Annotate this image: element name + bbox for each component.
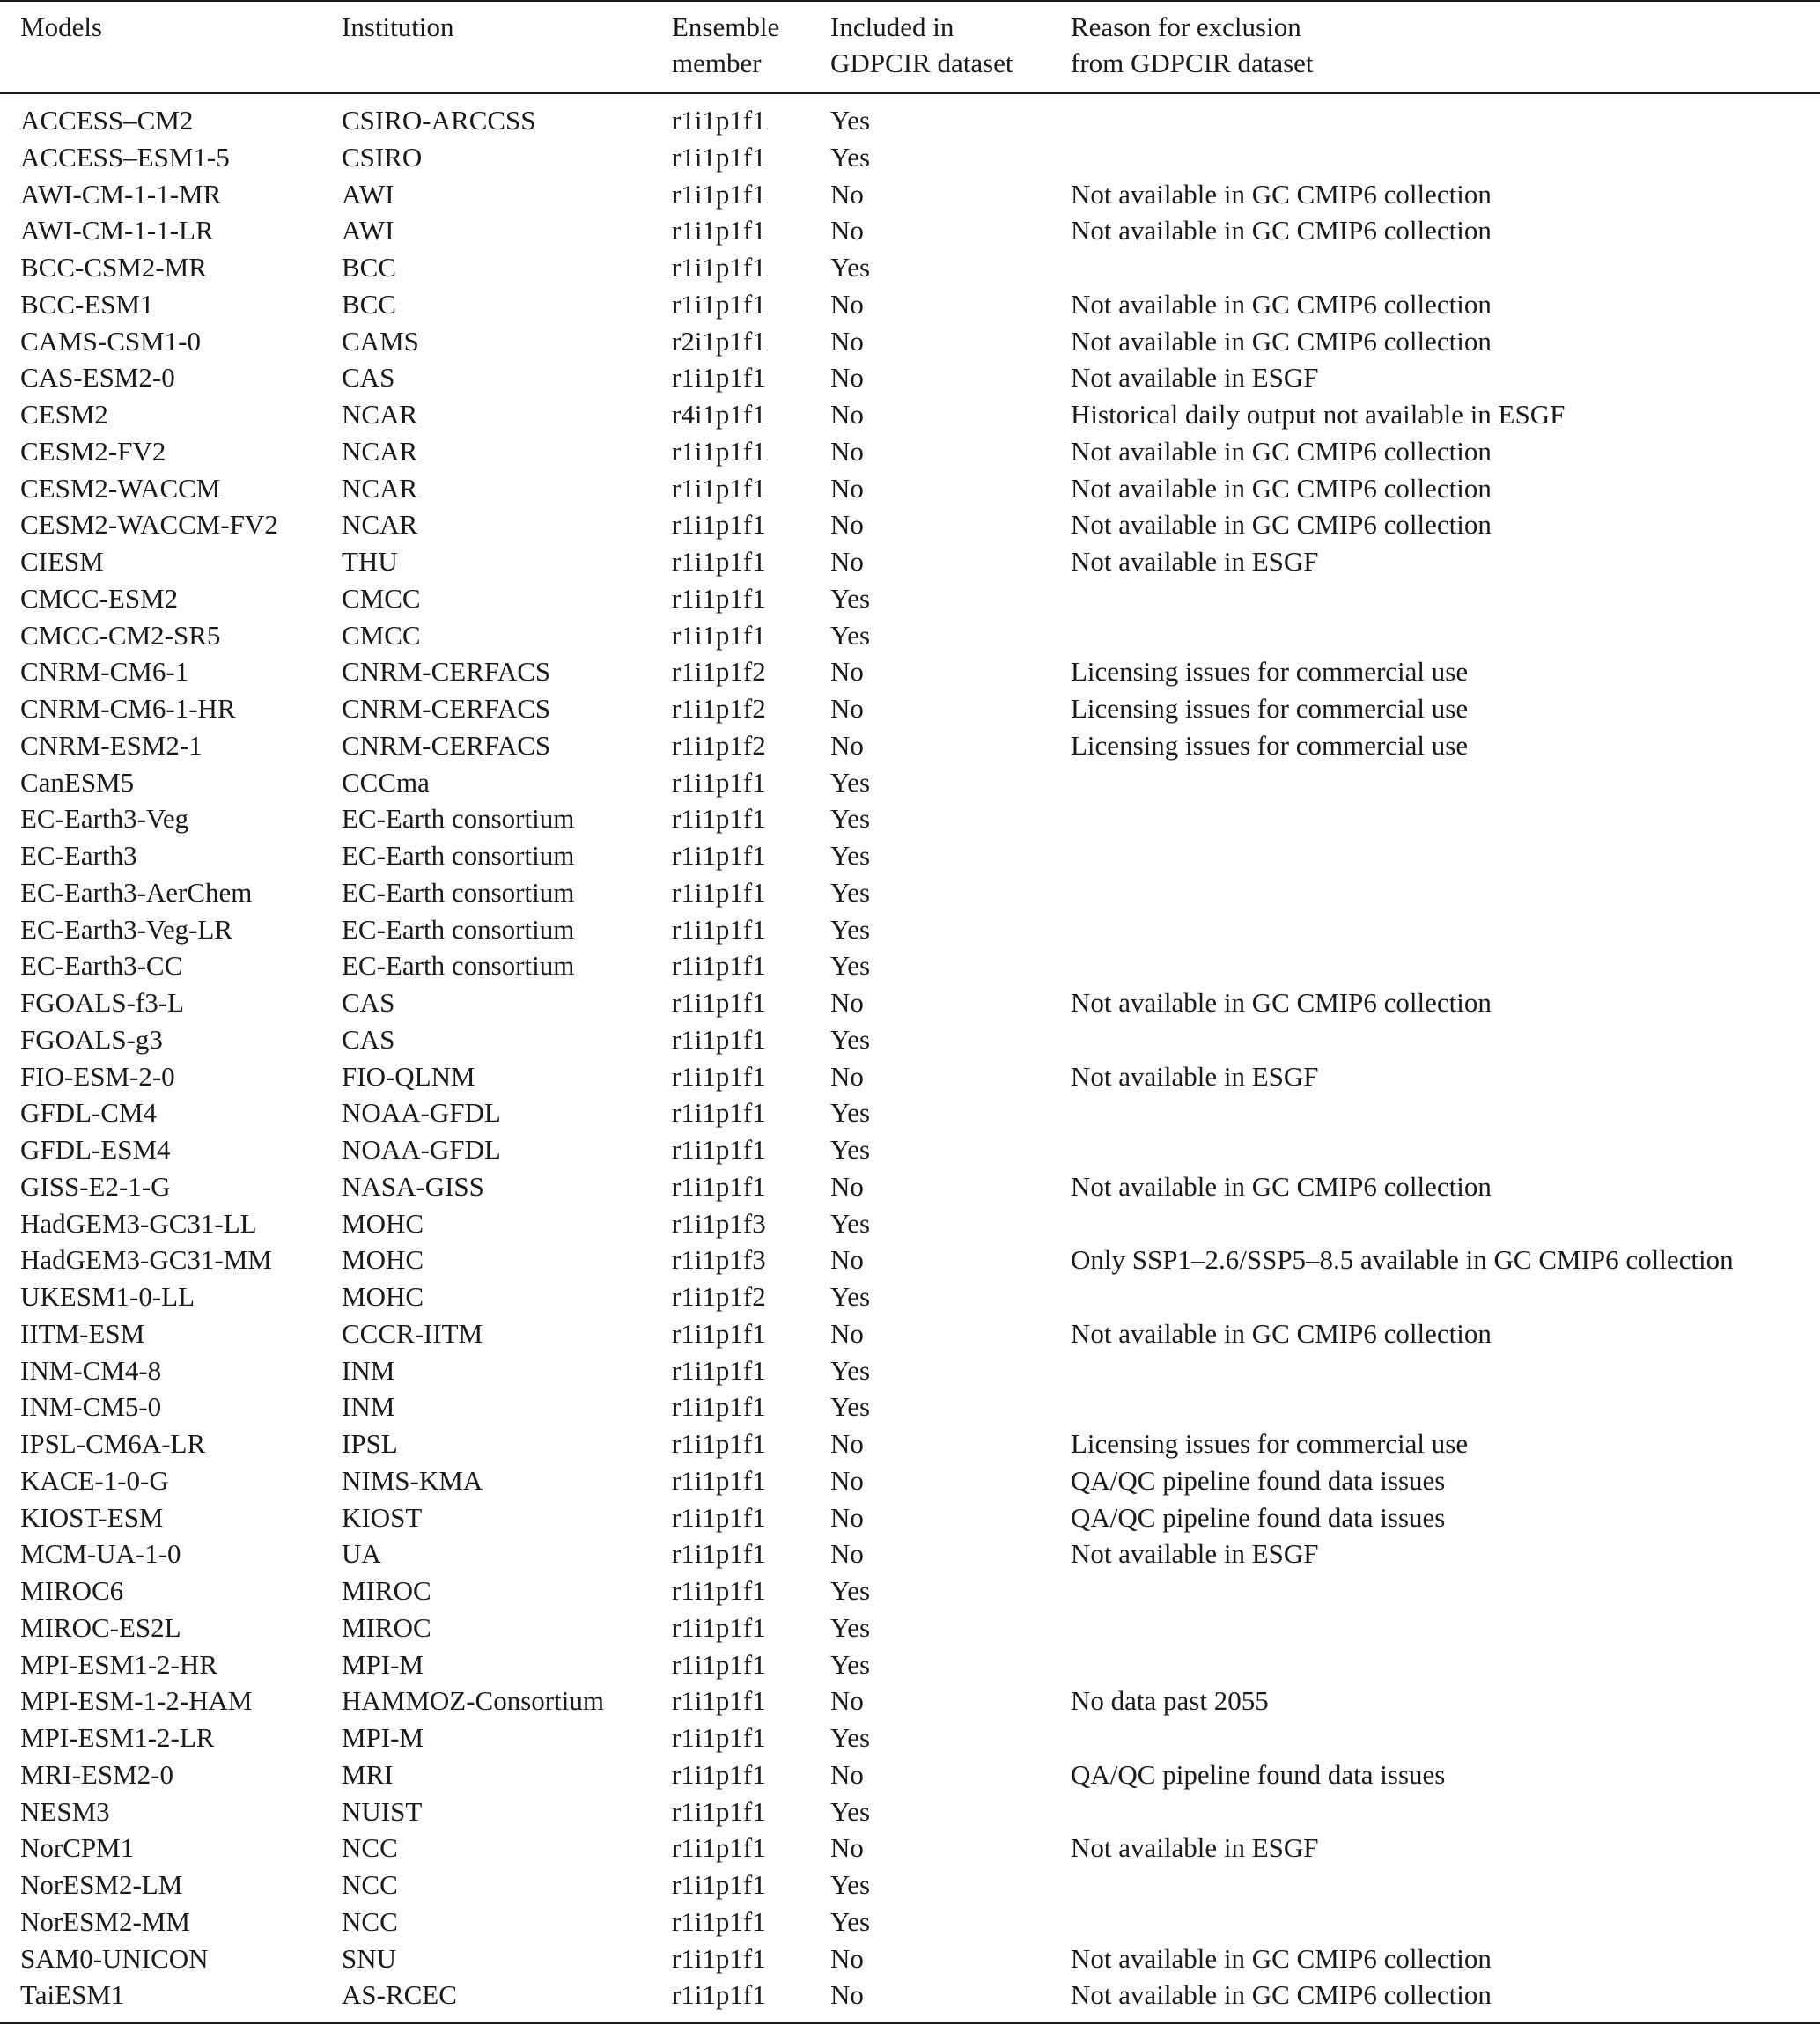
cell-ensemble-member: r1i1p1f1 [672,1685,766,1717]
cell-included: Yes [830,803,871,835]
table-row [0,1058,1820,1095]
cell-ensemble-member: r1i1p1f1 [672,1097,766,1129]
cell-included: No [830,1317,864,1349]
cell-ensemble-member: r1i1p1f1 [672,619,766,651]
cell-institution: BCC [342,252,397,283]
cell-institution: CAS [342,1023,395,1055]
cell-reason: Not available in ESGF [1071,546,1319,577]
cell-institution: UA [342,1538,381,1570]
cell-reason: Not available in GC CMIP6 collection [1071,178,1492,210]
cell-included: Yes [830,1575,871,1606]
header-reason: Reason for exclusion from GDPCIR dataset [1071,11,1314,78]
cell-ensemble-member: r1i1p1f1 [672,546,766,577]
cell-model: GISS-E2-1-G [20,1170,171,1202]
cell-ensemble-member: r1i1p1f1 [672,435,766,467]
cell-reason: Licensing issues for commercial use [1071,1428,1469,1459]
cell-reason: Not available in GC CMIP6 collection [1071,1942,1492,1974]
cell-institution: CNRM-CERFACS [342,693,551,724]
table-row [0,1278,1820,1315]
table-row [0,1315,1820,1352]
cell-included: No [830,1758,864,1790]
cell-included: No [830,215,864,247]
cell-institution: MOHC [342,1244,424,1276]
table-row [0,984,1820,1021]
table-row [0,1977,1820,2014]
cell-ensemble-member: r1i1p1f3 [672,1244,766,1276]
table-row [0,1535,1820,1572]
cell-model: NESM3 [20,1795,110,1827]
cell-institution: MIROC [342,1575,431,1606]
table-row [0,323,1820,360]
cell-reason: Not available in GC CMIP6 collection [1071,509,1492,541]
cell-included: Yes [830,876,871,908]
cell-included: No [830,656,864,688]
table-row [0,249,1820,286]
cell-institution: CNRM-CERFACS [342,729,551,761]
cell-included: No [830,472,864,504]
cell-included: Yes [830,1207,871,1239]
table-row [0,1131,1820,1168]
table-row [0,1719,1820,1756]
cell-ensemble-member: r1i1p1f3 [672,1207,766,1239]
cell-institution: BCC [342,288,397,320]
cell-institution: NASA-GISS [342,1170,484,1202]
cell-model: CESM2 [20,399,108,430]
table-row [0,139,1820,176]
cell-institution: MPI-M [342,1648,424,1680]
cell-model: MCM-UA-1-0 [20,1538,181,1570]
cell-model: MPI-ESM1-2-HR [20,1648,217,1680]
cell-reason: No data past 2055 [1071,1685,1269,1717]
cell-model: NorESM2-LM [20,1869,183,1900]
cell-institution: EC-Earth consortium [342,950,575,982]
cell-included: No [830,1832,864,1864]
cell-reason: Not available in GC CMIP6 collection [1071,1170,1492,1202]
cell-ensemble-member: r1i1p1f1 [672,509,766,541]
table-row [0,506,1820,543]
cell-model: KACE-1-0-G [20,1464,169,1496]
cell-reason: Not available in GC CMIP6 collection [1071,987,1492,1018]
table-row [0,1867,1820,1904]
cell-institution: NCAR [342,509,418,541]
cell-ensemble-member: r1i1p1f1 [672,950,766,982]
table-row [0,543,1820,580]
cell-ensemble-member: r1i1p1f1 [672,1538,766,1570]
cell-institution: MPI-M [342,1722,424,1753]
cell-ensemble-member: r1i1p1f1 [672,840,766,871]
cell-model: CNRM-CM6-1 [20,656,189,688]
cell-model: NorESM2-MM [20,1905,190,1937]
cell-included: No [830,1428,864,1459]
cell-model: CNRM-ESM2-1 [20,729,203,761]
table-row [0,653,1820,690]
table-row [0,1904,1820,1940]
table-row [0,1609,1820,1646]
table-bottom-rule [0,2022,1820,2024]
cell-institution: NOAA-GFDL [342,1134,501,1165]
cell-ensemble-member: r1i1p1f1 [672,803,766,835]
table-row [0,102,1820,139]
cell-included: Yes [830,141,871,173]
cell-included: Yes [830,950,871,982]
table-row [0,1756,1820,1793]
cell-included: Yes [830,1905,871,1937]
cell-model: INM-CM4-8 [20,1354,162,1386]
table-row [0,837,1820,874]
cell-included: No [830,1979,864,2011]
cell-included: Yes [830,619,871,651]
cell-included: Yes [830,252,871,283]
header-models: Models [20,11,102,42]
cell-included: No [830,729,864,761]
table-row [0,1094,1820,1131]
cell-model: EC-Earth3-Veg [20,803,189,835]
cell-institution: CAS [342,362,395,394]
cell-model: FGOALS-f3-L [20,987,184,1018]
cell-ensemble-member: r1i1p1f2 [672,729,766,761]
cell-included: No [830,1244,864,1276]
cell-ensemble-member: r1i1p1f1 [672,215,766,247]
cell-model: EC-Earth3 [20,840,137,871]
cell-included: No [830,178,864,210]
cell-model: GFDL-ESM4 [20,1134,171,1165]
cell-institution: HAMMOZ-Consortium [342,1685,604,1717]
table-row [0,176,1820,213]
cell-included: No [830,1170,864,1202]
cell-institution: NOAA-GFDL [342,1097,501,1129]
cell-institution: INM [342,1354,395,1386]
table-header [0,0,1820,92]
cell-model: AWI-CM-1-1-LR [20,215,214,247]
cell-institution: FIO-QLNM [342,1060,475,1092]
cell-ensemble-member: r1i1p1f1 [672,1905,766,1937]
cell-reason: Not available in ESGF [1071,1538,1319,1570]
table-row [0,1499,1820,1536]
cell-included: No [830,546,864,577]
cell-institution: AWI [342,215,394,247]
table-row [0,359,1820,396]
cell-included: Yes [830,1869,871,1900]
cell-institution: EC-Earth consortium [342,803,575,835]
cell-reason: Licensing issues for commercial use [1071,729,1469,761]
cell-model: CIESM [20,546,104,577]
cell-ensemble-member: r1i1p1f1 [672,1758,766,1790]
cell-model: KIOST-ESM [20,1501,164,1533]
cell-model: HadGEM3-GC31-MM [20,1244,272,1276]
table-row [0,286,1820,323]
cell-institution: NUIST [342,1795,423,1827]
cell-model: IITM-ESM [20,1317,145,1349]
cell-model: CESM2-WACCM-FV2 [20,509,278,541]
cell-ensemble-member: r2i1p1f1 [672,325,766,357]
table-row [0,1241,1820,1278]
cell-model: IPSL-CM6A-LR [20,1428,206,1459]
cell-ensemble-member: r1i1p1f1 [672,1611,766,1643]
table-row [0,727,1820,764]
cell-ensemble-member: r1i1p1f1 [672,1391,766,1423]
cell-included: No [830,1685,864,1717]
cell-included: No [830,1060,864,1092]
cell-institution: NCC [342,1905,398,1937]
cell-ensemble-member: r1i1p1f1 [672,1832,766,1864]
cell-ensemble-member: r1i1p1f1 [672,1060,766,1092]
cell-reason: Not available in ESGF [1071,1060,1319,1092]
cell-included: No [830,325,864,357]
cell-model: SAM0-UNICON [20,1942,209,1974]
cell-included: Yes [830,840,871,871]
cell-ensemble-member: r1i1p1f1 [672,1575,766,1606]
cell-reason: Not available in GC CMIP6 collection [1071,325,1492,357]
cell-reason: Only SSP1–2.6/SSP5–8.5 available in GC CMIP6 collection [1071,1244,1734,1276]
cell-model: ACCESS–CM2 [20,105,194,136]
cell-ensemble-member: r1i1p1f1 [672,987,766,1018]
cell-ensemble-member: r1i1p1f1 [672,1869,766,1900]
cell-reason: Historical daily output not available in ESGF [1071,399,1566,430]
cell-reason: Not available in ESGF [1071,362,1319,394]
cell-included: No [830,509,864,541]
cell-reason: Licensing issues for commercial use [1071,656,1469,688]
cell-model: FGOALS-g3 [20,1023,163,1055]
cell-model: EC-Earth3-Veg-LR [20,913,233,945]
cell-ensemble-member: r1i1p1f1 [672,1648,766,1680]
cell-model: MRI-ESM2-0 [20,1758,173,1790]
table-row [0,1793,1820,1830]
cell-model: CMCC-ESM2 [20,582,179,614]
cell-included: No [830,362,864,394]
cell-institution: CMCC [342,619,421,651]
cell-reason: Not available in GC CMIP6 collection [1071,1979,1492,2011]
cell-ensemble-member: r1i1p1f1 [672,252,766,283]
table-row [0,1168,1820,1205]
cell-model: CMCC-CM2-SR5 [20,619,221,651]
cell-institution: NIMS-KMA [342,1464,483,1496]
table-row [0,911,1820,948]
cell-institution: INM [342,1391,395,1423]
cell-institution: NCC [342,1869,398,1900]
table-row [0,874,1820,911]
cell-ensemble-member: r1i1p1f1 [672,1722,766,1753]
cell-model: FIO-ESM-2-0 [20,1060,175,1092]
table-row [0,800,1820,837]
cell-institution: MOHC [342,1281,424,1312]
cell-ensemble-member: r1i1p1f1 [672,1317,766,1349]
cell-included: No [830,1942,864,1974]
table-row [0,580,1820,617]
cell-model: TaiESM1 [20,1979,125,2011]
cell-included: Yes [830,1281,871,1312]
cell-included: No [830,288,864,320]
cell-included: No [830,435,864,467]
cell-ensemble-member: r1i1p1f1 [672,362,766,394]
cell-model: BCC-ESM1 [20,288,154,320]
cell-reason: Not available in GC CMIP6 collection [1071,435,1492,467]
table-row [0,764,1820,801]
cell-ensemble-member: r1i1p1f1 [672,1134,766,1165]
cell-ensemble-member: r1i1p1f1 [672,288,766,320]
cell-institution: AS-RCEC [342,1979,457,2011]
cell-ensemble-member: r1i1p1f1 [672,472,766,504]
cell-institution: MIROC [342,1611,431,1643]
cell-institution: NCAR [342,472,418,504]
cell-reason: QA/QC pipeline found data issues [1071,1501,1446,1533]
header-included: Included in GDPCIR dataset [830,11,1013,78]
cell-included: Yes [830,913,871,945]
table-row [0,1462,1820,1499]
cell-included: No [830,987,864,1018]
cell-institution: CCCR-IITM [342,1317,483,1349]
cell-model: AWI-CM-1-1-MR [20,178,222,210]
cell-ensemble-member: r1i1p1f1 [672,1979,766,2011]
cell-institution: NCC [342,1832,398,1864]
cell-reason: Not available in GC CMIP6 collection [1071,288,1492,320]
cell-institution: CCCma [342,766,430,798]
cell-model: GFDL-CM4 [20,1097,158,1129]
table-row [0,1388,1820,1425]
cell-model: EC-Earth3-CC [20,950,183,982]
cell-included: Yes [830,1722,871,1753]
cell-included: Yes [830,1134,871,1165]
cell-model: ACCESS–ESM1-5 [20,141,230,173]
cell-institution: CSIRO-ARCCSS [342,105,536,136]
cell-ensemble-member: r1i1p1f1 [672,1942,766,1974]
table-row [0,947,1820,984]
cell-included: Yes [830,1023,871,1055]
cell-institution: THU [342,546,398,577]
cell-institution: CSIRO [342,141,423,173]
cell-ensemble-member: r1i1p1f1 [672,1428,766,1459]
cell-institution: EC-Earth consortium [342,840,575,871]
cell-ensemble-member: r1i1p1f1 [672,582,766,614]
cell-included: Yes [830,1648,871,1680]
cell-ensemble-member: r1i1p1f1 [672,876,766,908]
cell-included: No [830,1501,864,1533]
cell-institution: CMCC [342,582,421,614]
cell-ensemble-member: r1i1p1f1 [672,766,766,798]
cell-ensemble-member: r4i1p1f1 [672,399,766,430]
table-row [0,1352,1820,1389]
table-row [0,212,1820,249]
cell-ensemble-member: r1i1p1f1 [672,1795,766,1827]
cell-included: Yes [830,1097,871,1129]
cell-reason: Licensing issues for commercial use [1071,693,1469,724]
table-row [0,1683,1820,1719]
cell-model: CESM2-FV2 [20,435,166,467]
cell-model: BCC-CSM2-MR [20,252,207,283]
cell-institution: CAS [342,987,395,1018]
cell-institution: CNRM-CERFACS [342,656,551,688]
table-row [0,1205,1820,1242]
cell-model: CESM2-WACCM [20,472,221,504]
cell-included: Yes [830,105,871,136]
cell-model: EC-Earth3-AerChem [20,876,253,908]
cell-institution: SNU [342,1942,397,1974]
cell-institution: KIOST [342,1501,423,1533]
cell-reason: Not available in GC CMIP6 collection [1071,215,1492,247]
cell-institution: NCAR [342,435,418,467]
cell-model: CAS-ESM2-0 [20,362,175,394]
cell-ensemble-member: r1i1p1f1 [672,178,766,210]
cell-model: MIROC-ES2L [20,1611,181,1643]
cell-model: HadGEM3-GC31-LL [20,1207,257,1239]
cell-institution: EC-Earth consortium [342,913,575,945]
cell-ensemble-member: r1i1p1f1 [672,1354,766,1386]
table-row [0,1572,1820,1609]
cell-institution: CAMS [342,325,419,357]
cell-ensemble-member: r1i1p1f2 [672,693,766,724]
cell-included: No [830,1538,864,1570]
header-ensemble-member: Ensemble member [672,11,780,78]
table-body [0,102,1820,2014]
cell-model: CAMS-CSM1-0 [20,325,201,357]
cell-institution: MRI [342,1758,394,1790]
cell-included: Yes [830,1354,871,1386]
cell-included: No [830,1464,864,1496]
table-row [0,433,1820,470]
cell-ensemble-member: r1i1p1f1 [672,1464,766,1496]
cell-ensemble-member: r1i1p1f1 [672,1023,766,1055]
cell-reason: Not available in GC CMIP6 collection [1071,1317,1492,1349]
cell-reason: QA/QC pipeline found data issues [1071,1464,1446,1496]
cell-ensemble-member: r1i1p1f1 [672,1170,766,1202]
cell-reason: Not available in ESGF [1071,1832,1319,1864]
cell-model: UKESM1-0-LL [20,1281,195,1312]
cell-model: INM-CM5-0 [20,1391,162,1423]
cell-institution: MOHC [342,1207,424,1239]
cell-included: Yes [830,766,871,798]
cell-included: Yes [830,1795,871,1827]
cell-included: Yes [830,582,871,614]
cell-included: No [830,399,864,430]
cell-model: MPI-ESM1-2-LR [20,1722,215,1753]
cell-included: Yes [830,1611,871,1643]
cell-ensemble-member: r1i1p1f1 [672,1501,766,1533]
table-row [0,1021,1820,1058]
cell-institution: NCAR [342,399,418,430]
cell-model: CanESM5 [20,766,135,798]
table-row [0,1425,1820,1462]
cell-ensemble-member: r1i1p1f1 [672,141,766,173]
table-row [0,1940,1820,1977]
cell-ensemble-member: r1i1p1f1 [672,913,766,945]
cell-institution: AWI [342,178,394,210]
cell-included: Yes [830,1391,871,1423]
table-header-rule [0,92,1820,94]
cell-reason: QA/QC pipeline found data issues [1071,1758,1446,1790]
cell-ensemble-member: r1i1p1f2 [672,1281,766,1312]
cell-reason: Not available in GC CMIP6 collection [1071,472,1492,504]
cell-model: CNRM-CM6-1-HR [20,693,236,724]
cell-model: MIROC6 [20,1575,124,1606]
table-row [0,1830,1820,1867]
cell-institution: EC-Earth consortium [342,876,575,908]
cell-ensemble-member: r1i1p1f1 [672,105,766,136]
cell-model: NorCPM1 [20,1832,135,1864]
table-row [0,617,1820,654]
cell-ensemble-member: r1i1p1f2 [672,656,766,688]
header-institution: Institution [342,11,454,42]
table-row [0,690,1820,727]
table-row [0,470,1820,507]
cell-model: MPI-ESM-1-2-HAM [20,1685,253,1717]
table-row [0,396,1820,433]
table-row [0,1646,1820,1683]
cell-institution: IPSL [342,1428,398,1459]
cell-included: No [830,693,864,724]
